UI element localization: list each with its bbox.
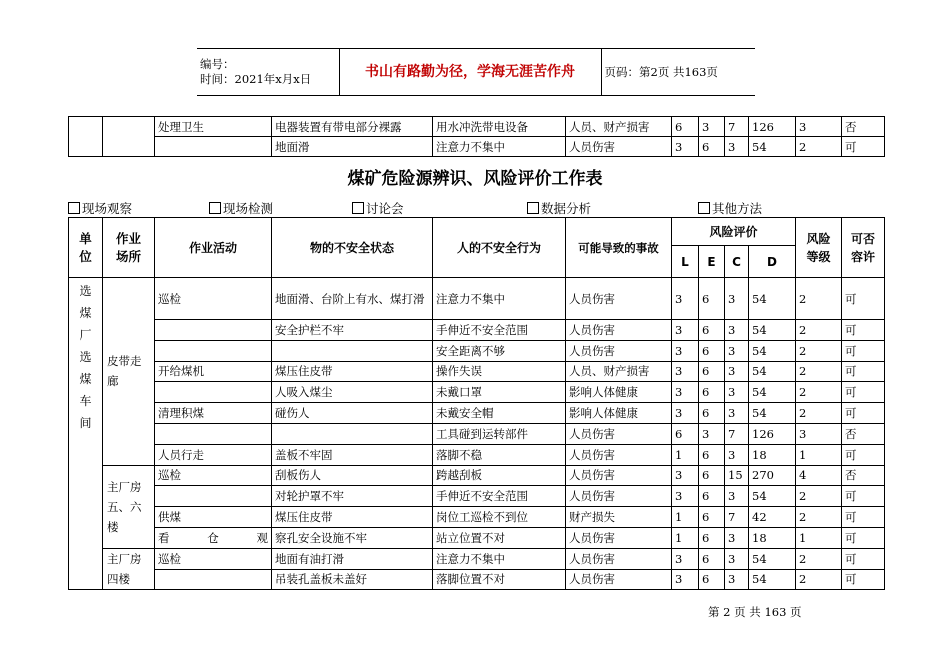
cell-activity: 巡检 [155,548,272,569]
cell-state: 吊装孔盖板未盖好 [272,569,433,590]
cell-accident: 财产损失 [566,507,672,528]
cell-allow: 可 [842,361,885,382]
cell-allow: 可 [842,340,885,361]
cell-level: 2 [796,486,842,507]
cell-behavior: 用水冲洗带电设备 [433,117,566,137]
col-header-accident: 可能导致的事故 [566,218,672,278]
method-checkbox-row [68,199,884,215]
cell-D: 54 [749,137,796,157]
cell-allow: 可 [842,507,885,528]
col-header-unsafe-state: 物的不安全状态 [272,218,433,278]
cell-level: 2 [796,278,842,320]
cell-allow: 可 [842,403,885,424]
cell-E: 3 [699,117,725,137]
cell-E: 6 [699,340,725,361]
table-row [69,117,885,137]
table-row [69,340,885,361]
table-row [69,548,885,569]
cell-accident: 人员伤害 [566,527,672,548]
unit-name: 选煤厂选煤车间 [79,284,92,430]
cell-behavior: 未戴安全帽 [433,403,566,424]
risk-worksheet-table [68,217,885,590]
cell-level: 2 [796,569,842,590]
cell-allow: 可 [842,444,885,465]
cell-C: 3 [725,278,749,320]
cell-allow: 否 [842,465,885,486]
cell-L: 1 [672,507,699,528]
cell-accident: 人员伤害 [566,278,672,320]
cell-E: 6 [699,527,725,548]
cell-behavior: 注意力不集中 [433,548,566,569]
table-row [69,403,885,424]
checkbox-icon [698,202,710,214]
cell-activity [155,486,272,507]
cell-activity [155,382,272,403]
cell-state [272,423,433,444]
cell-allow: 可 [842,569,885,590]
checkbox-icon [209,202,221,214]
site-name: 主厂房四楼 [107,552,142,587]
site-cell [103,278,155,466]
cell-accident: 人员伤害 [566,137,672,157]
cell-accident: 人员伤害 [566,486,672,507]
col-header-L: L [672,246,699,278]
cell-L: 3 [672,486,699,507]
table-row [69,444,885,465]
cell-activity: 处理卫生 [155,117,272,137]
cell-D: 18 [749,527,796,548]
cell-state: 煤压住皮带 [272,361,433,382]
col-header-risk-eval: 风险评价 [672,218,796,246]
checkbox-icon [352,202,364,214]
unit-cell [69,117,103,157]
col-header-unit: 单位 [69,218,103,278]
cell-E: 6 [699,548,725,569]
cell-D: 126 [749,117,796,137]
cell-state: 电器装置有带电部分裸露 [272,117,433,137]
header-meta-cell [197,49,339,96]
cell-allow: 否 [842,117,885,137]
cell-activity: 巡检 [155,465,272,486]
cell-C: 3 [725,320,749,341]
cell-L: 3 [672,403,699,424]
table-row [69,527,885,548]
cell-state: 安全护栏不牢 [272,320,433,341]
cell-L: 3 [672,278,699,320]
cell-accident: 人员伤害 [566,569,672,590]
cell-activity [155,569,272,590]
cell-state: 碰伤人 [272,403,433,424]
method-data-analysis[interactable]: 数据分析 [527,199,591,217]
cell-state: 察孔安全设施不牢 [272,527,433,548]
cell-L: 1 [672,444,699,465]
cell-behavior: 手伸近不安全范围 [433,486,566,507]
cell-activity: 看仓观 [155,527,272,548]
cell-D: 54 [749,382,796,403]
table-row [69,507,885,528]
cell-behavior: 未戴口罩 [433,382,566,403]
cell-behavior: 操作失误 [433,361,566,382]
cell-state: 刮板伤人 [272,465,433,486]
cell-state: 人吸入煤尘 [272,382,433,403]
cell-behavior: 注意力不集中 [433,278,566,320]
cell-activity [155,340,272,361]
cell-behavior: 落脚不稳 [433,444,566,465]
cell-accident: 影响人体健康 [566,403,672,424]
cell-C: 3 [725,548,749,569]
cell-behavior: 跨越刮板 [433,465,566,486]
cell-D: 54 [749,278,796,320]
cell-C: 3 [725,444,749,465]
cell-E: 6 [699,320,725,341]
cell-accident: 人员伤害 [566,320,672,341]
cell-L: 6 [672,423,699,444]
cell-level: 1 [796,444,842,465]
cell-D: 18 [749,444,796,465]
cell-E: 6 [699,486,725,507]
cell-L: 3 [672,465,699,486]
cell-D: 270 [749,465,796,486]
cell-allow: 可 [842,382,885,403]
cell-E: 6 [699,444,725,465]
cell-C: 7 [725,117,749,137]
cell-D: 54 [749,340,796,361]
cell-C: 3 [725,403,749,424]
cell-L: 3 [672,382,699,403]
cell-level: 2 [796,340,842,361]
cell-D: 42 [749,507,796,528]
method-site-testing[interactable]: 现场检测 [209,199,273,217]
cell-accident: 人员、财产损害 [566,117,672,137]
unit-cell [69,278,103,590]
header-page-label: 页码：第2页 共163页 [601,49,755,96]
cell-C: 15 [725,465,749,486]
table-row [69,569,885,590]
cell-D: 126 [749,423,796,444]
site-cell [103,117,155,157]
cell-E: 6 [699,403,725,424]
cell-level: 2 [796,361,842,382]
cell-D: 54 [749,320,796,341]
cell-E: 6 [699,507,725,528]
cell-C: 3 [725,340,749,361]
cell-allow: 可 [842,548,885,569]
cell-C: 3 [725,137,749,157]
col-header-D: D [749,246,796,278]
cell-allow: 可 [842,137,885,157]
cell-D: 54 [749,569,796,590]
cell-C: 3 [725,361,749,382]
cell-L: 3 [672,548,699,569]
cell-accident: 人员伤害 [566,465,672,486]
cell-L: 1 [672,527,699,548]
cell-E: 6 [699,278,725,320]
document-number-label: 编号： [200,57,235,71]
cell-activity: 供煤 [155,507,272,528]
document-time-label: 时间：2021年x月x日 [200,72,312,86]
cell-accident: 人员伤害 [566,444,672,465]
cell-accident: 人员伤害 [566,548,672,569]
cell-accident: 人员伤害 [566,340,672,361]
site-cell [103,465,155,548]
cell-behavior: 落脚位置不对 [433,569,566,590]
cell-level: 2 [796,320,842,341]
cell-activity: 人员行走 [155,444,272,465]
cell-L: 3 [672,340,699,361]
table-row [69,486,885,507]
cell-state: 对轮护罩不牢 [272,486,433,507]
cell-state: 煤压住皮带 [272,507,433,528]
cell-L: 3 [672,137,699,157]
cell-behavior: 岗位工巡检不到位 [433,507,566,528]
cell-allow: 可 [842,278,885,320]
cell-level: 1 [796,527,842,548]
cell-E: 6 [699,137,725,157]
cell-state: 地面有油打滑 [272,548,433,569]
cell-behavior: 安全距离不够 [433,340,566,361]
cell-activity [155,320,272,341]
checkbox-icon [68,202,80,214]
table-row [69,465,885,486]
col-header-site: 作业场所 [103,218,155,278]
cell-activity: 开给煤机 [155,361,272,382]
col-header-unsafe-behavior: 人的不安全行为 [433,218,566,278]
cell-level: 3 [796,117,842,137]
cell-level: 2 [796,548,842,569]
cell-behavior: 工具碰到运转部件 [433,423,566,444]
cell-level: 2 [796,137,842,157]
cell-level: 3 [796,423,842,444]
cell-D: 54 [749,361,796,382]
cell-E: 6 [699,465,725,486]
cell-behavior: 手伸近不安全范围 [433,320,566,341]
cell-L: 3 [672,569,699,590]
cell-activity [155,137,272,157]
carryover-table [68,116,885,157]
table-row [69,137,885,157]
cell-D: 54 [749,486,796,507]
table-row [69,278,885,320]
cell-state: 地面滑 [272,137,433,157]
document-header [197,48,755,96]
header-slogan: 书山有路勤为径，学海无涯苦作舟 [339,49,601,96]
cell-C: 3 [725,527,749,548]
col-header-activity: 作业活动 [155,218,272,278]
cell-activity [155,423,272,444]
cell-E: 3 [699,423,725,444]
table-row [69,361,885,382]
cell-activity: 巡检 [155,278,272,320]
cell-C: 3 [725,486,749,507]
cell-allow: 可 [842,320,885,341]
cell-L: 3 [672,320,699,341]
cell-D: 54 [749,548,796,569]
cell-C: 3 [725,382,749,403]
table-row [69,320,885,341]
cell-state [272,340,433,361]
col-header-E: E [699,246,725,278]
table-row [69,382,885,403]
cell-allow: 否 [842,423,885,444]
cell-L: 6 [672,117,699,137]
cell-D: 54 [749,403,796,424]
cell-E: 6 [699,569,725,590]
cell-level: 2 [796,507,842,528]
checkbox-icon [527,202,539,214]
cell-state: 地面滑、台阶上有水、煤打滑 [272,278,433,320]
method-other[interactable]: 其他方法 [698,199,762,217]
table-row [69,423,885,444]
cell-state: 盖板不牢固 [272,444,433,465]
cell-C: 7 [725,423,749,444]
method-discussion[interactable]: 讨论会 [352,199,404,217]
cell-accident: 影响人体健康 [566,382,672,403]
cell-E: 6 [699,361,725,382]
col-header-C: C [725,246,749,278]
worksheet-title: 煤矿危险源辨识、风险评价工作表 [347,169,603,189]
cell-accident: 人员伤害 [566,423,672,444]
method-site-observation[interactable]: 现场观察 [68,199,132,217]
cell-allow: 可 [842,486,885,507]
cell-L: 3 [672,361,699,382]
cell-allow: 可 [842,527,885,548]
cell-activity: 清理积煤 [155,403,272,424]
col-header-risk-level: 风险等级 [796,218,842,278]
cell-behavior: 站立位置不对 [433,527,566,548]
page-footer: 第 2 页 共 163 页 [708,605,802,619]
cell-behavior: 注意力不集中 [433,137,566,157]
cell-accident: 人员、财产损害 [566,361,672,382]
cell-C: 3 [725,569,749,590]
cell-level: 2 [796,382,842,403]
cell-C: 7 [725,507,749,528]
cell-level: 2 [796,403,842,424]
col-header-allowable: 可否容许 [842,218,885,278]
site-name: 皮带走廊 [107,354,142,389]
cell-level: 4 [796,465,842,486]
site-name: 主厂房五、六楼 [107,479,142,534]
site-cell [103,548,155,590]
cell-E: 6 [699,382,725,403]
